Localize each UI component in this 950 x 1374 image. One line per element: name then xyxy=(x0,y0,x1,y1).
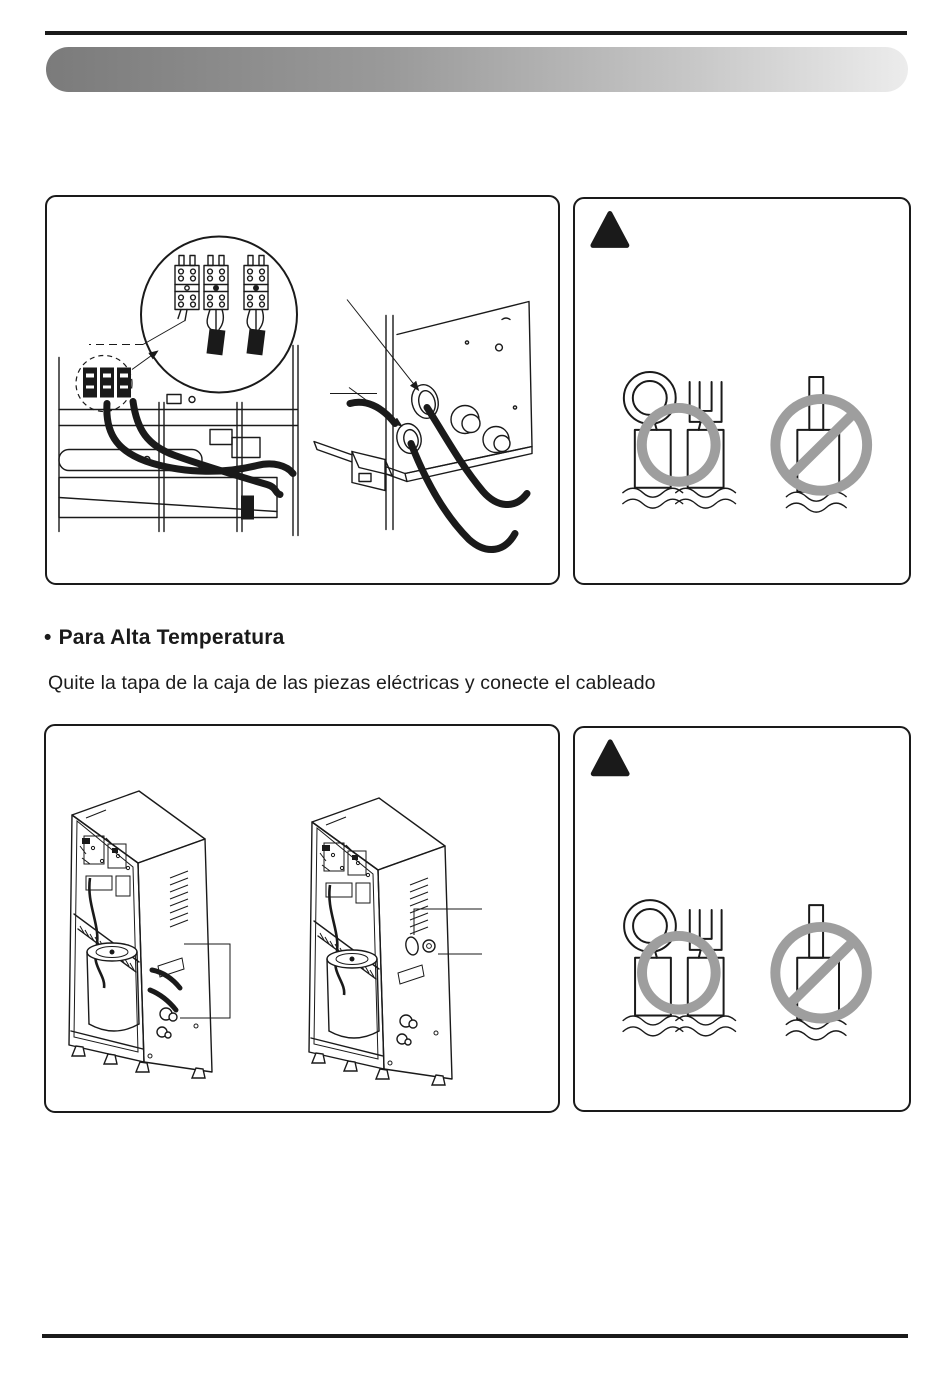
grommet xyxy=(404,936,419,956)
section-title-bar xyxy=(46,47,908,92)
section-description: Quite la tapa de la caja de las piezas eléctricas y conecte el cableado xyxy=(48,672,656,694)
top-rule xyxy=(45,31,907,35)
mini-terminal-block xyxy=(83,368,131,398)
bottom-rule xyxy=(42,1334,908,1338)
terminal-block xyxy=(175,256,199,310)
allowed-terminals xyxy=(623,372,736,508)
wiring-connection-drawing xyxy=(47,197,558,583)
terminal-area-dashed-circle xyxy=(76,352,157,412)
prohibition-circle-icon xyxy=(775,399,867,491)
prohibited-terminal xyxy=(775,377,867,512)
wire-break-waves xyxy=(623,488,736,508)
bullet: • xyxy=(44,626,52,649)
indoor-units-drawing xyxy=(46,726,558,1111)
terminal-block xyxy=(204,256,228,310)
figure-terminal-warning-2 xyxy=(573,726,911,1112)
knockout xyxy=(423,940,435,952)
figure-terminal-warning-1 xyxy=(573,197,911,585)
warning-triangle-icon xyxy=(593,214,627,246)
allowed-circle-icon xyxy=(642,408,716,482)
leader-line xyxy=(89,310,187,345)
terminal-warning-drawing xyxy=(575,728,909,1110)
power-cable xyxy=(107,402,293,495)
warning-content xyxy=(593,742,867,1040)
power-cable xyxy=(150,970,180,1010)
pipe-stub xyxy=(451,406,510,453)
leader-line xyxy=(404,909,482,956)
figure-wiring-connection xyxy=(45,195,560,585)
terminal-warning-drawing xyxy=(575,199,909,583)
arrow xyxy=(347,300,418,390)
unit-rear-corner xyxy=(314,300,532,550)
arrow xyxy=(132,352,157,370)
figure-high-temp-units xyxy=(44,724,560,1113)
wire-ferrule xyxy=(206,310,265,356)
indoor-unit-left xyxy=(69,791,212,1078)
section-heading xyxy=(44,626,285,650)
terminal-block xyxy=(244,256,268,310)
section-heading-label: Para Alta Temperatura xyxy=(58,626,285,649)
leader-line xyxy=(180,944,230,1018)
foot xyxy=(352,452,385,491)
